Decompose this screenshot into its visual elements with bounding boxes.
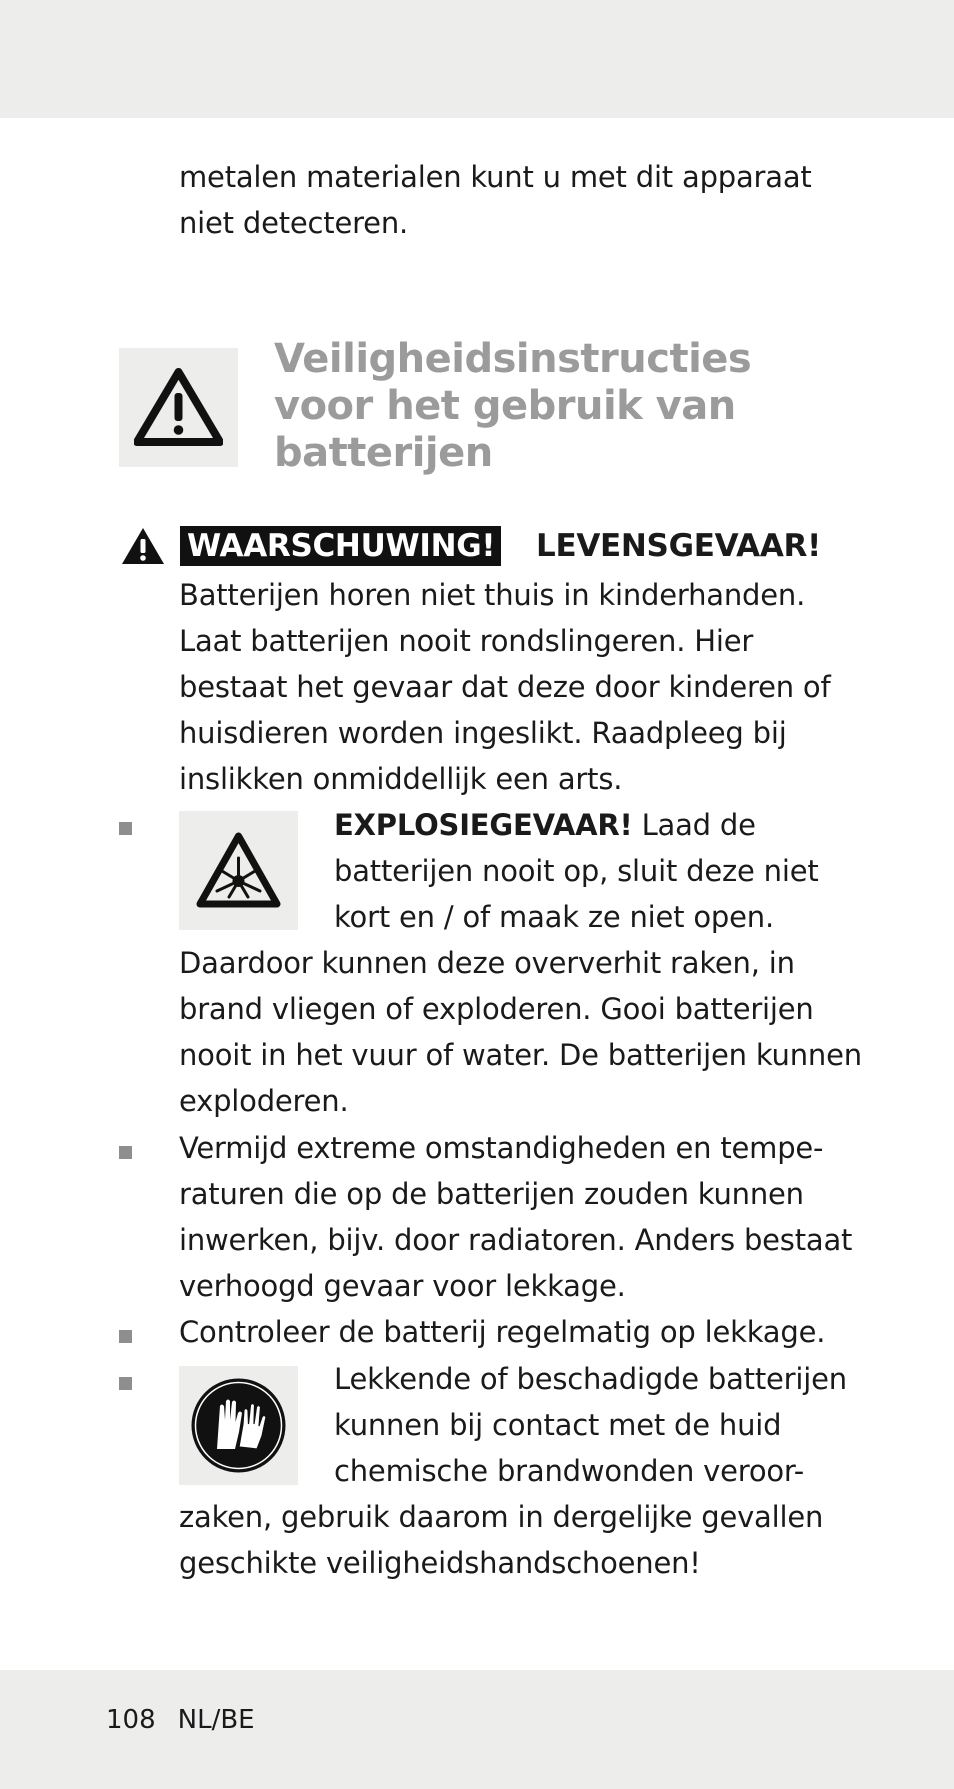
check-paragraph	[179, 1309, 825, 1355]
text-line: Daardoor kunnen deze oververhit raken, in	[179, 946, 795, 980]
temperature-paragraph	[179, 1125, 852, 1309]
leaking-paragraph	[179, 1494, 823, 1586]
language-code: NL/BE	[177, 1705, 255, 1735]
bullet-marker	[119, 1146, 132, 1159]
page-number: 108	[106, 1705, 156, 1735]
warning-triangle-icon	[134, 368, 223, 446]
text-line: Laat batterijen nooit rondslingeren. Hier	[179, 624, 754, 658]
text-line: verhoogd gevaar voor lekkage.	[179, 1269, 626, 1303]
text-line: Controleer de batterij regelmatig op lekkage.	[179, 1315, 826, 1349]
text-line: Batterijen horen niet thuis in kinderhanden.	[179, 578, 806, 612]
text-line: kort en / of maak ze niet open.	[334, 900, 774, 934]
explosion-icon-box	[179, 811, 298, 930]
warning-icon-box	[119, 348, 238, 467]
text-line: inwerken, bijv. door radiatoren. Anders bestaat	[179, 1223, 853, 1257]
text-line: chemische brandwonden veroor-	[334, 1454, 805, 1488]
explosion-title: EXPLOSIEGEVAAR!	[334, 808, 633, 842]
text-line: exploderen.	[179, 1084, 349, 1118]
text-line: kunnen bij contact met de huid	[334, 1408, 782, 1442]
text-line: Vermijd extreme omstandigheden en tempe-	[179, 1131, 824, 1165]
text-line: brand vliegen of exploderen. Gooi batterijen	[179, 992, 814, 1026]
page-footer	[106, 1697, 277, 1743]
text-line: huisdieren worden ingeslikt. Raadpleeg bij	[179, 716, 787, 750]
gloves-icon-box	[179, 1366, 298, 1485]
text-line: batterijen nooit op, sluit deze niet	[334, 854, 819, 888]
text-line: inslikken onmiddellijk een arts.	[179, 762, 623, 796]
leaking-beside-text	[334, 1356, 847, 1494]
explosion-icon	[189, 821, 288, 920]
top-band	[0, 0, 954, 118]
warning-badge: WAARSCHUWING!	[180, 526, 501, 566]
danger-label: LEVENSGEVAAR!	[536, 528, 821, 564]
text-line: niet detecteren.	[179, 206, 409, 240]
text-line: geschikte veiligheidshandschoenen!	[179, 1546, 701, 1580]
intro-paragraph	[179, 154, 812, 246]
warning-triangle-icon	[121, 527, 165, 565]
text-line: metalen materialen kunt u met dit apparaat	[179, 160, 812, 194]
explosion-beside-text	[334, 802, 819, 940]
heading-line: voor het gebruik van	[274, 383, 736, 429]
explosion-paragraph	[179, 940, 862, 1124]
bullet-marker	[119, 1377, 132, 1390]
text-line: raturen die op de batterijen zouden kunnen	[179, 1177, 804, 1211]
text-fragment: Laad de	[632, 808, 756, 842]
heading-line: Veiligheidsinstructies	[274, 336, 752, 382]
warning-paragraph	[179, 572, 830, 802]
heading-line: batterijen	[274, 430, 493, 476]
bullet-marker	[119, 822, 132, 835]
text-line: zaken, gebruik daarom in dergelijke gevallen	[179, 1500, 824, 1534]
text-line: bestaat het gevaar dat deze door kinderen of	[179, 670, 831, 704]
gloves-icon	[189, 1376, 288, 1475]
text-line: nooit in het vuur of water. De batterijen kunnen	[179, 1038, 862, 1072]
section-heading	[274, 336, 751, 477]
bullet-marker	[119, 1330, 132, 1343]
text-line: Lekkende of beschadigde batterijen	[334, 1362, 847, 1396]
